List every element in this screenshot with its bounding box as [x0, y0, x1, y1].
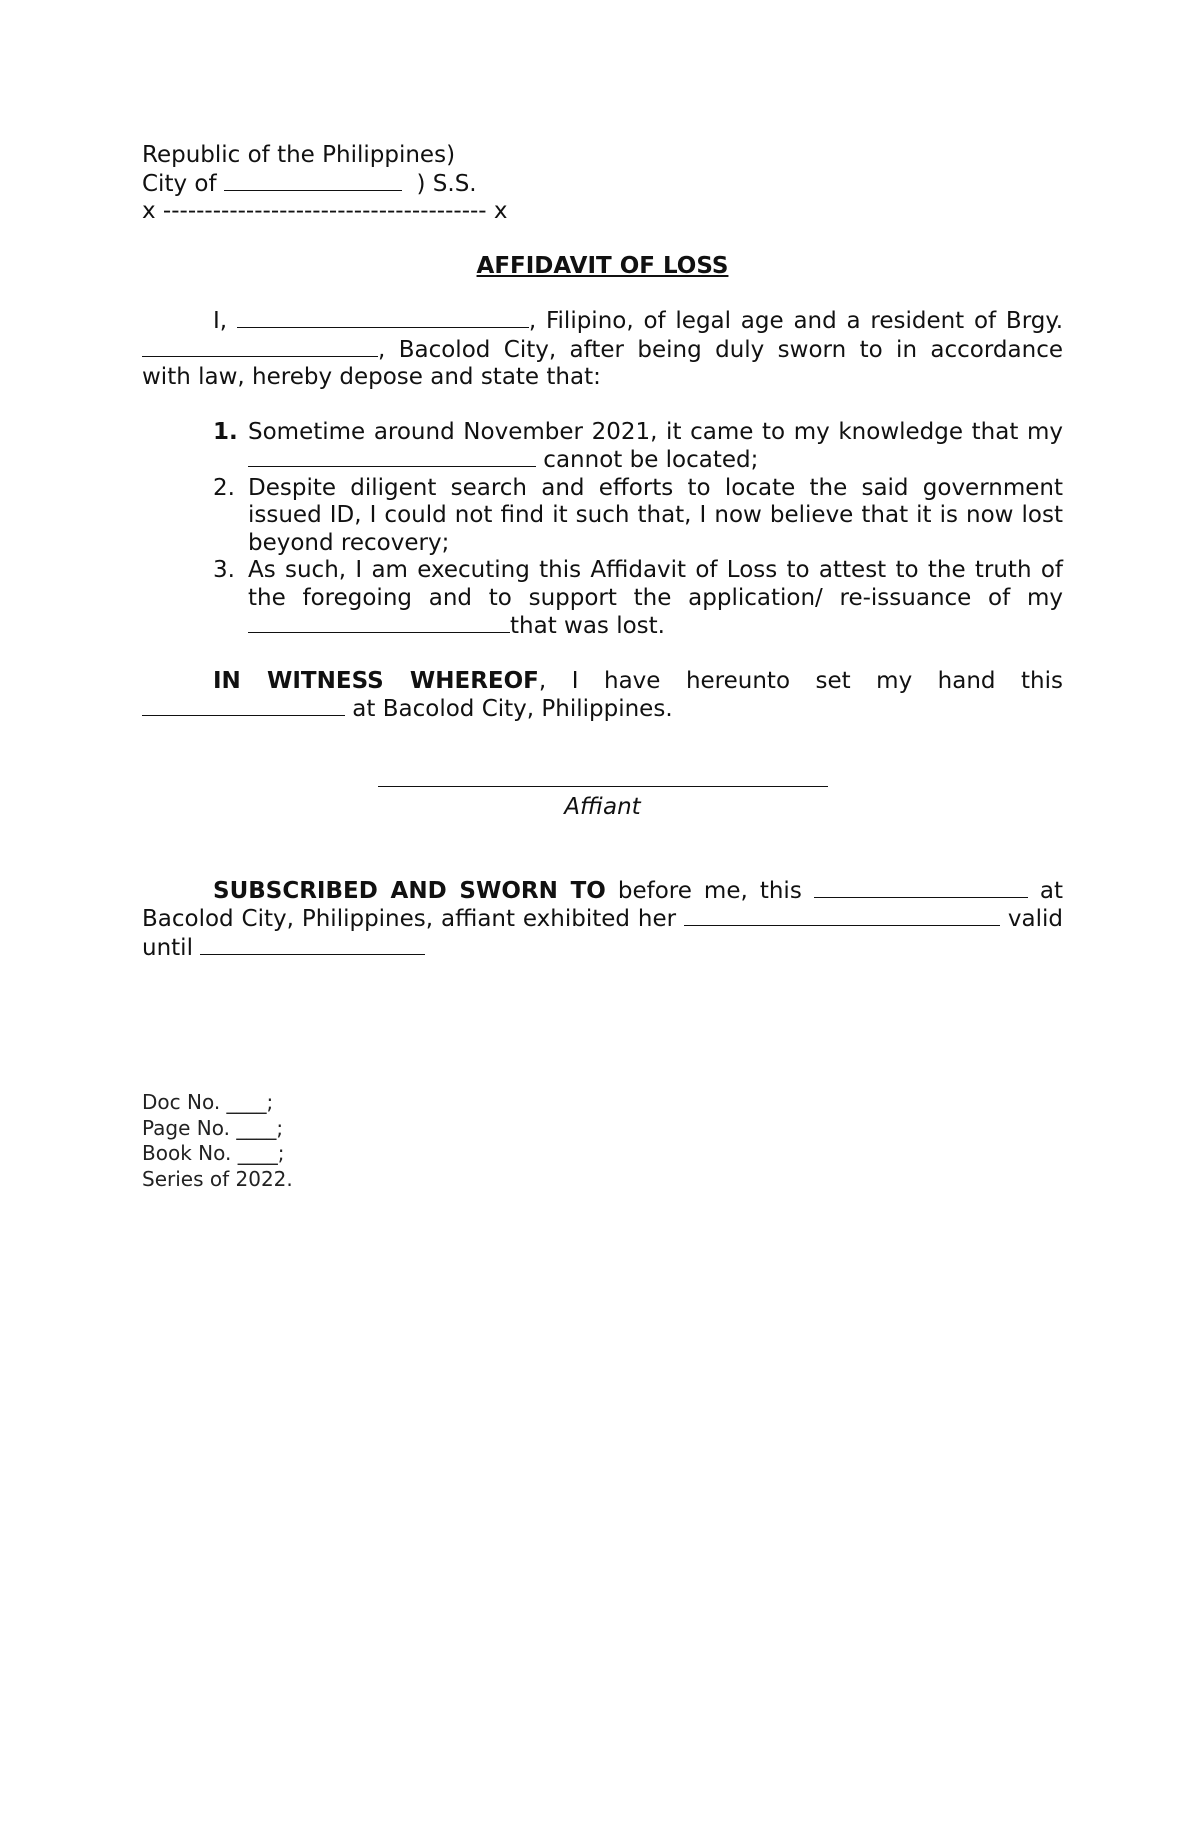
witness-text-1: , I have hereunto set my hand this	[538, 667, 1064, 694]
list-item	[142, 557, 1063, 641]
signature-line[interactable]	[378, 766, 828, 787]
page-number: Page No. ____;	[142, 1115, 284, 1140]
item-text: that was lost.	[510, 613, 665, 639]
jurat-text-3: valid until	[142, 906, 1063, 961]
list-item	[142, 419, 1063, 475]
jurat-text-2: at Bacolod City, Philippines, affiant exhibited her	[142, 877, 1063, 932]
intro-text-1: I,	[213, 308, 237, 334]
id-type-blank[interactable]	[248, 446, 536, 467]
item-text: As such, I am executing this Affidavit of Loss to attest to the truth of the foregoing and to support the application/ re-issuance of my	[248, 557, 1063, 611]
witness-date-blank[interactable]	[142, 695, 345, 716]
signature-block	[142, 766, 1063, 822]
item-text: cannot be located;	[536, 447, 759, 473]
jurat-paragraph	[142, 877, 1063, 963]
caption-ss: ) S.S.	[401, 170, 477, 197]
city-blank[interactable]	[224, 170, 402, 191]
reissue-id-blank[interactable]	[248, 612, 510, 633]
intro-text-2: , Filipino, of legal age and a resident of Brgy.	[528, 308, 1064, 334]
item-text: Despite diligent search and efforts to locate the said government issued ID, I could not find it such that, I now believe that it is now lost beyond recovery;	[248, 474, 1063, 556]
document-title: AFFIDAVIT OF LOSS	[476, 252, 729, 279]
witness-heading: IN WITNESS WHEREOF	[213, 667, 539, 694]
item-number: 3.	[213, 557, 235, 583]
venue-caption	[142, 142, 1063, 226]
doc-number: Doc No. ____;	[142, 1090, 274, 1114]
notarial-register	[142, 1090, 1063, 1192]
statement-list	[142, 419, 1063, 641]
caption-republic: Republic of the Philippines)	[142, 142, 456, 168]
caption-city-label: City of	[142, 170, 224, 197]
book-number: Book No. ____;	[142, 1141, 285, 1165]
caption-city	[142, 170, 1063, 199]
list-item	[142, 475, 1063, 558]
barangay-blank[interactable]	[142, 336, 378, 357]
valid-until-blank[interactable]	[200, 934, 425, 955]
affidavit-page	[142, 142, 1063, 1192]
jurat-heading: SUBSCRIBED AND SWORN TO	[213, 877, 606, 904]
item-number: 1.	[213, 418, 238, 445]
jurat-date-blank[interactable]	[814, 877, 1028, 898]
intro-paragraph	[142, 307, 1063, 392]
jurat-text-1: before me, this	[605, 877, 814, 904]
intro-text-3: , Bacolod City, after being duly sworn to in accordance with law, hereby depose and state that:	[142, 336, 1063, 390]
name-blank[interactable]	[237, 307, 529, 328]
item-text: Sometime around November 2021, it came to my knowledge that my	[248, 418, 1063, 445]
series-year: Series of 2022.	[142, 1166, 293, 1191]
witness-text-2: at Bacolod City, Philippines.	[345, 696, 673, 722]
witness-paragraph	[142, 668, 1063, 724]
affiant-label: Affiant	[564, 794, 641, 820]
exhibited-id-blank[interactable]	[684, 905, 1000, 926]
caption-divider: x --------------------------------------- x	[142, 198, 508, 224]
item-number: 2.	[213, 474, 235, 501]
